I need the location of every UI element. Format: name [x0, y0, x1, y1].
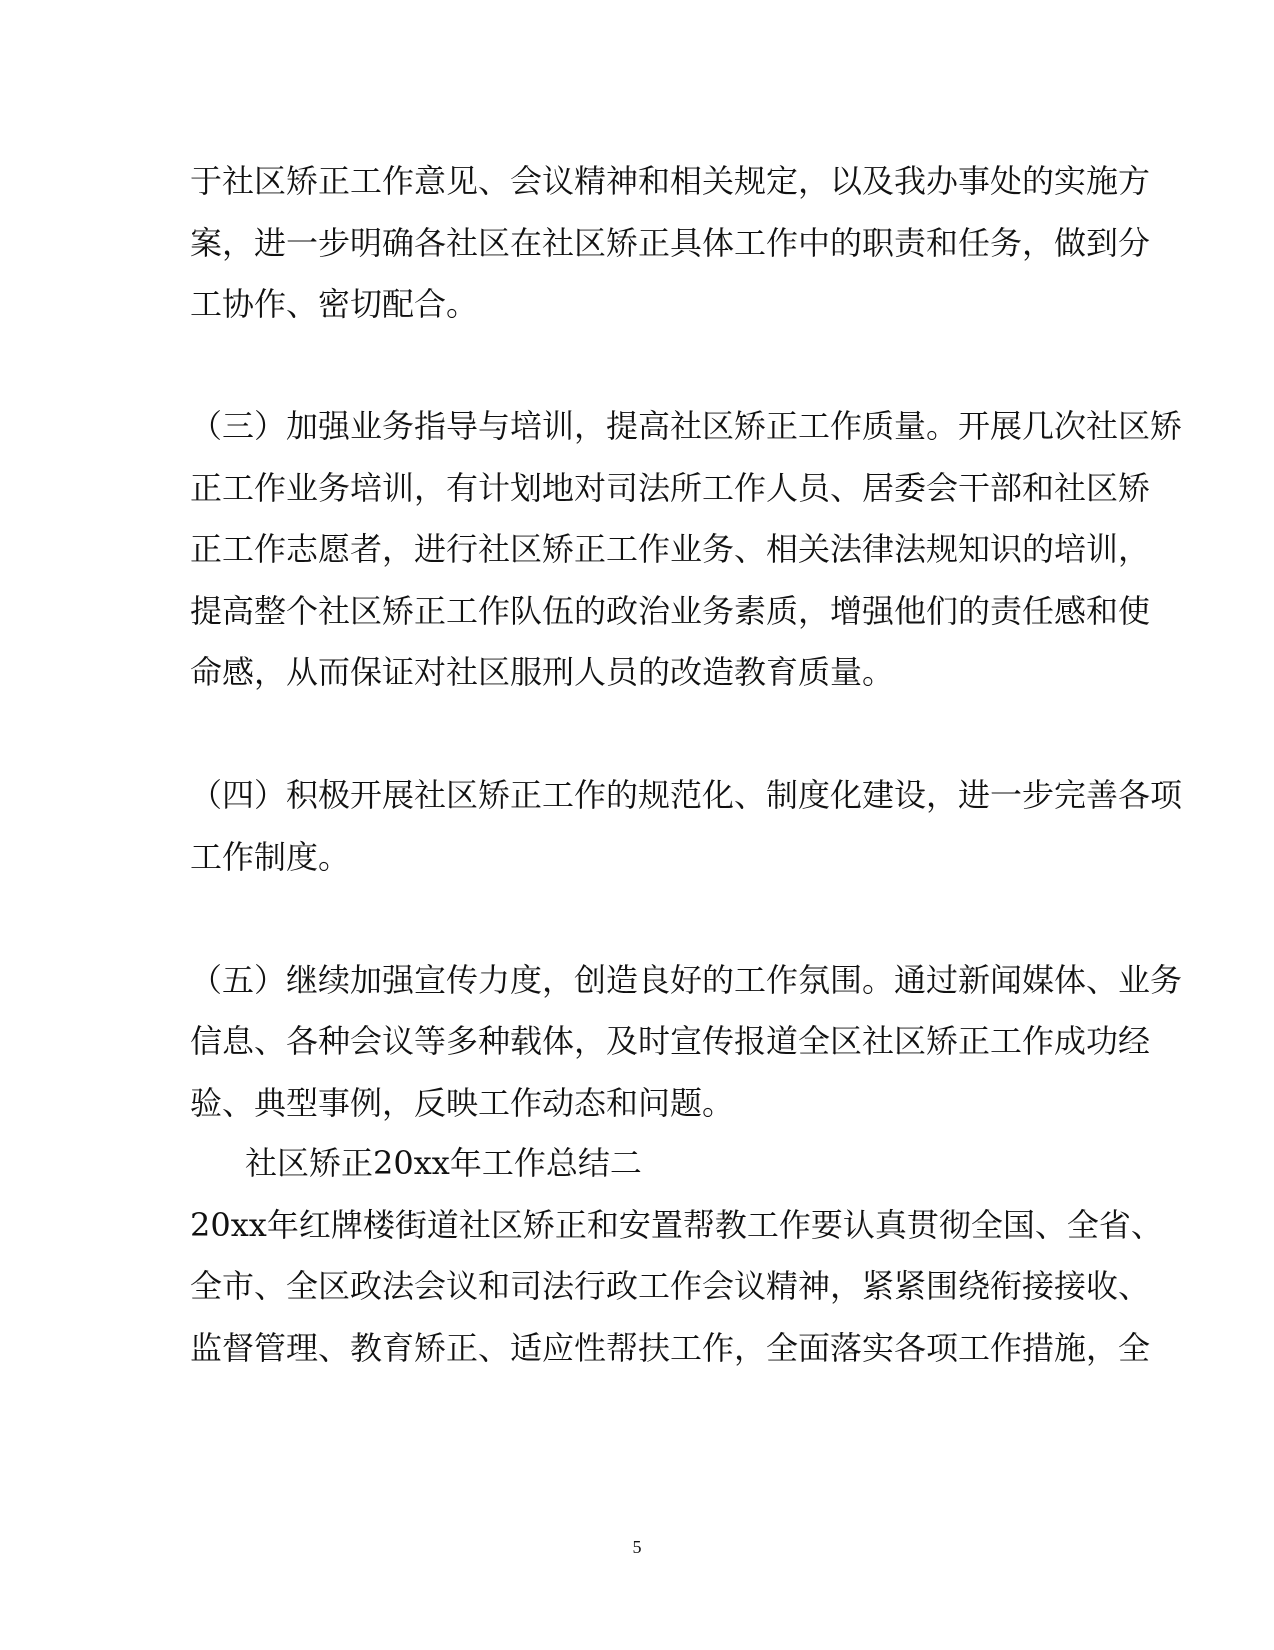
text-line: 提高整个社区矫正工作队伍的政治业务素质，增强他们的责任感和使	[190, 592, 1151, 630]
text-line: 案，进一步明确各社区在社区矫正具体工作中的职责和任务，做到分	[190, 224, 1151, 262]
section-heading: 社区矫正20xx年工作总结二	[245, 1144, 642, 1182]
text-line: 信息、各种会议等多种载体，及时宣传报道全区社区矫正工作成功经	[190, 1022, 1151, 1060]
section-four-line: （四）积极开展社区矫正工作的规范化、制度化建设，进一步完善各项	[190, 776, 1183, 814]
section-five-line: （五）继续加强宣传力度，创造良好的工作氛围。通过新闻媒体、业务	[190, 961, 1183, 999]
text-line: 于社区矫正工作意见、会议精神和相关规定，以及我办事处的实施方	[190, 162, 1151, 200]
text-line: 命感，从而保证对社区服刑人员的改造教育质量。	[190, 653, 895, 691]
text-line: 全市、全区政法会议和司法行政工作会议精神，紧紧围绕衔接接收、	[190, 1267, 1151, 1305]
text-line: 工作制度。	[190, 838, 351, 876]
text-line: 验、典型事例，反映工作动态和问题。	[190, 1084, 735, 1122]
text-line: 20xx年红牌楼街道社区矫正和安置帮教工作要认真贯彻全国、全省、	[190, 1206, 1163, 1244]
section-three-line: （三）加强业务指导与培训，提高社区矫正工作质量。开展几次社区矫	[190, 407, 1183, 445]
page-number: 5	[632, 1537, 642, 1557]
text-line: 工协作、密切配合。	[190, 285, 479, 323]
text-line: 监督管理、教育矫正、适应性帮扶工作，全面落实各项工作措施，全	[190, 1329, 1151, 1367]
text-line: 正工作志愿者，进行社区矫正工作业务、相关法律法规知识的培训，	[190, 530, 1151, 568]
text-line: 正工作业务培训，有计划地对司法所工作人员、居委会干部和社区矫	[190, 469, 1151, 507]
